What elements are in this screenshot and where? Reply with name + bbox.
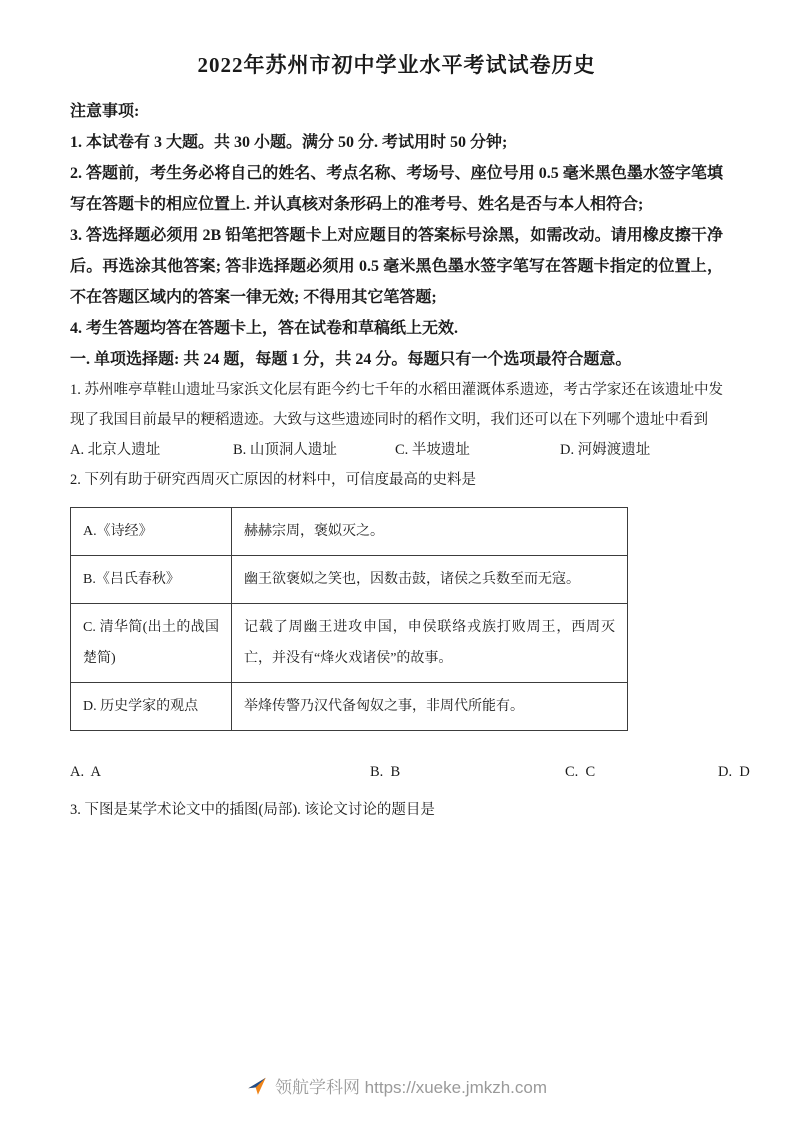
notice-item-1: 1. 本试卷有 3 大题。共 30 小题。满分 50 分. 考试用时 50 分钟; xyxy=(70,134,508,151)
question-2-option-a: A. A xyxy=(70,764,102,780)
question-1-option-b: B. 山顶洞人遗址 xyxy=(233,442,337,458)
notice-item-3: 3. 答选择题必须用 2B 铅笔把答题卡上对应题目的答案标号涂黑，如需改动。请用橡皮擦干净后。再选涂其他答案; 答非选择题必须用 0.5 毫米黑色墨水签字笔写在答题卡指定的位置上，不在答题区域内的答案一律无效; 不得用其它笔答题; xyxy=(70,227,723,306)
question-1-options xyxy=(70,435,723,465)
notice-heading: 注意事项: xyxy=(70,103,140,120)
question-2-option-b: B. B xyxy=(370,764,401,780)
question-3 xyxy=(70,795,723,825)
page-title: 2022年苏州市初中学业水平考试试卷历史 xyxy=(197,53,596,77)
notice-item-2: 2. 答题前，考生务必将自己的姓名、考点名称、考场号、座位号用 0.5 毫米黑色墨水签字笔填写在答题卡的相应位置上. 并认真核对条形码上的准考号、姓名是否与本人相符合; xyxy=(70,165,723,213)
source-content-cell: 幽王欲褒姒之笑也，因数击鼓，诸侯之兵数至而无寇。 xyxy=(232,556,628,604)
table-row-b xyxy=(71,556,628,604)
question-3-text: 3. 下图是某学术论文中的插图(局部). 该论文讨论的题目是 xyxy=(70,802,435,818)
source-content-cell: 记载了周幽王进攻申国，申侯联络戎族打败周王，西周灭亡，并没有“烽火戏诸侯”的故事。 xyxy=(232,604,628,683)
xueke-site-logo-icon xyxy=(246,1075,268,1097)
question-2-option-d: D. D xyxy=(718,764,750,780)
question-2-option-c: C. C xyxy=(565,764,596,780)
footer-watermark xyxy=(0,1073,793,1098)
question-2-source-table xyxy=(70,507,628,731)
question-1-option-c: C. 半坡遗址 xyxy=(395,442,470,458)
source-label-cell: B.《吕氏春秋》 xyxy=(71,556,232,604)
notice-section xyxy=(70,96,723,344)
table-row-c xyxy=(71,604,628,683)
source-content-cell: 举烽传警乃汉代备匈奴之事，非周代所能有。 xyxy=(232,683,628,731)
source-content-cell: 赫赫宗周，褒姒灭之。 xyxy=(232,508,628,556)
question-2 xyxy=(70,465,750,787)
source-label-cell: C. 清华简(出土的战国楚简) xyxy=(71,604,232,683)
table-row-d xyxy=(71,683,628,731)
notice-item-4: 4. 考生答题均答在答题卡上，答在试卷和草稿纸上无效. xyxy=(70,320,459,337)
question-1-text: 1. 苏州唯亭草鞋山遗址马家浜文化层有距今约七千年的水稻田灌溉体系遗迹，考古学家还在该遗址中发现了我国目前最早的粳稻遗迹。大致与这些遗迹同时的稻作文明，我们还可以在下列哪个遗址中看到 xyxy=(70,382,723,428)
source-label-cell: A.《诗经》 xyxy=(71,508,232,556)
question-2-text: 2. 下列有助于研究西周灭亡原因的材料中，可信度最高的史料是 xyxy=(70,472,476,488)
footer-site-text: 领航学科网 https://xueke.jmkzh.com xyxy=(274,1078,548,1097)
table-row-a xyxy=(71,508,628,556)
question-1-option-d: D. 河姆渡遗址 xyxy=(560,442,651,458)
question-1-option-a: A. 北京人遗址 xyxy=(70,442,161,458)
question-1 xyxy=(70,375,723,465)
section-one-heading: 一. 单项选择题: 共 24 题，每题 1 分，共 24 分。每题只有一个选项最符合题意。 xyxy=(70,351,632,368)
question-2-options xyxy=(70,757,750,787)
source-label-cell: D. 历史学家的观点 xyxy=(71,683,232,731)
